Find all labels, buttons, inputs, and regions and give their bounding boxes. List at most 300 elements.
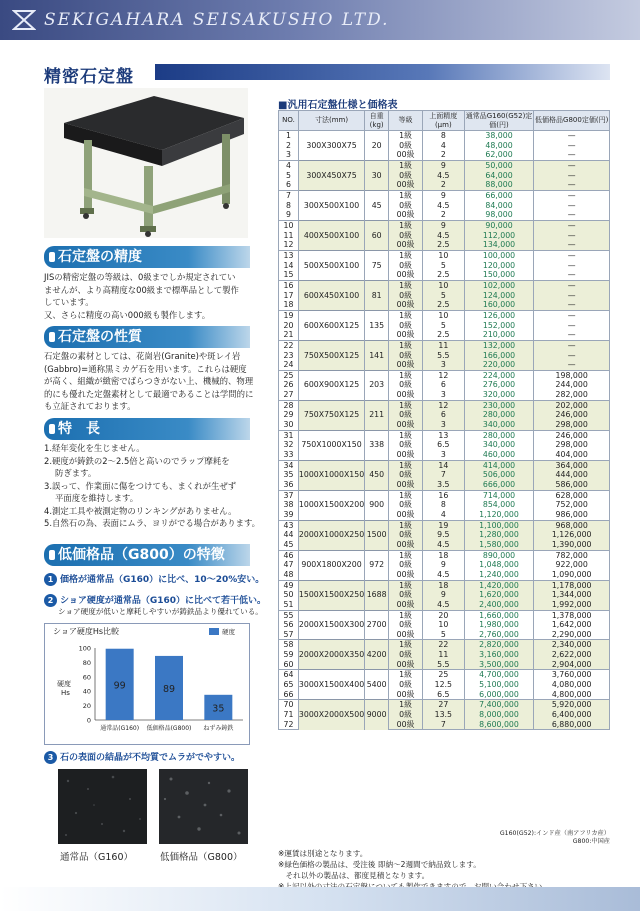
cell-grade: 0級 — [389, 530, 423, 540]
col-header-price-g160: 通常品G160(G52)定価(円) — [465, 112, 533, 129]
cell-accuracy: 4.5 — [422, 600, 464, 610]
table-row-group — [279, 280, 610, 310]
x-tick-label: 通常品(G160) — [100, 725, 140, 732]
legend-label: 硬度 — [222, 628, 235, 636]
header-bar — [0, 0, 640, 40]
cell-accuracy: 14 — [422, 460, 464, 470]
cell-no: 71 — [279, 710, 299, 720]
cell-price-g800: — — [534, 250, 610, 260]
granite-texture-g800 — [159, 769, 248, 844]
cell-weight: 2700 — [365, 610, 389, 640]
cell-price-g800: 922,000 — [534, 560, 610, 570]
cell-accuracy: 9.5 — [422, 530, 464, 540]
cell-grade: 00級 — [389, 690, 423, 700]
origin-note-line: G800:中国産 — [572, 838, 610, 845]
y-tick-label: 100 — [78, 644, 91, 653]
cell-price-g160: 1,980,000 — [464, 620, 534, 630]
cell-price-g160: 2,400,000 — [464, 600, 534, 610]
company-logo-icon — [12, 9, 36, 31]
cell-size: 400X500X100 — [298, 220, 364, 250]
precision-line: JISの精密定盤の等級は、0級までしか規定されてい — [44, 272, 236, 282]
cell-price-g160: 3,160,000 — [464, 650, 534, 660]
y-axis-label: 硬度 — [57, 680, 71, 688]
cell-no: 44 — [279, 530, 299, 540]
cell-grade: 1級 — [389, 550, 423, 560]
cell-price-g800: 202,000 — [534, 400, 610, 410]
cell-price-g800: 6,880,000 — [534, 720, 610, 730]
cell-accuracy: 12 — [422, 370, 464, 380]
cell-price-g800: 3,760,000 — [534, 670, 610, 680]
cell-grade: 1級 — [389, 190, 423, 200]
cell-weight: 81 — [365, 280, 389, 310]
cell-no: 19 — [279, 310, 299, 320]
cell-no: 8 — [279, 200, 299, 210]
cell-accuracy: 5 — [422, 260, 464, 270]
cell-no: 27 — [279, 390, 299, 400]
properties-text — [44, 350, 254, 413]
cell-price-g160: 62,000 — [464, 150, 534, 160]
cell-accuracy: 7 — [422, 720, 464, 730]
cell-grade: 00級 — [389, 510, 423, 520]
cell-price-g800: — — [534, 200, 610, 210]
number-1-icon: 1 — [44, 573, 57, 586]
cell-price-g160: 132,000 — [464, 340, 534, 350]
cell-grade: 00級 — [389, 180, 423, 190]
precision-line: しています。 — [44, 297, 94, 307]
number-2-icon: 2 — [44, 594, 57, 607]
stone-samples — [58, 769, 248, 863]
cell-no: 56 — [279, 620, 299, 630]
cell-grade: 1級 — [389, 430, 423, 440]
cell-price-g800: — — [534, 340, 610, 350]
table-row-group — [279, 220, 610, 250]
bar-value-label: 35 — [212, 703, 225, 715]
cell-price-g800: — — [534, 210, 610, 220]
cell-no: 70 — [279, 700, 299, 710]
cell-accuracy: 10 — [422, 280, 464, 290]
cell-price-g800: 752,000 — [534, 500, 610, 510]
cell-accuracy: 2.5 — [422, 300, 464, 310]
cell-accuracy: 4.5 — [422, 200, 464, 210]
cell-size: 1500X1500X250 — [298, 580, 364, 610]
table-row — [279, 400, 610, 410]
cell-no: 47 — [279, 560, 299, 570]
feature-item: 1.経年変化を生じません。 — [44, 443, 145, 453]
cell-no: 20 — [279, 320, 299, 330]
cell-price-g800: 1,642,000 — [534, 620, 610, 630]
cell-grade: 0級 — [389, 650, 423, 660]
cell-size: 600X600X125 — [298, 310, 364, 340]
cell-price-g160: 64,000 — [464, 170, 534, 180]
cell-accuracy: 2 — [422, 210, 464, 220]
cell-price-g800: 404,000 — [534, 450, 610, 460]
cell-price-g800: — — [534, 270, 610, 280]
cell-price-g800: 968,000 — [534, 520, 610, 530]
cell-weight: 30 — [365, 160, 389, 190]
cell-no: 7 — [279, 190, 299, 200]
cell-price-g800: 1,126,000 — [534, 530, 610, 540]
col-header-no: NO. — [279, 111, 299, 131]
cell-price-g800: 282,000 — [534, 390, 610, 400]
cell-accuracy: 22 — [422, 640, 464, 650]
cell-accuracy: 18 — [422, 550, 464, 560]
feature-item-cont: 防ぎます。 — [55, 468, 97, 478]
cell-price-g800: 986,000 — [534, 510, 610, 520]
origin-note — [448, 830, 610, 846]
cell-accuracy: 4.5 — [422, 570, 464, 580]
cell-accuracy: 5.5 — [422, 350, 464, 360]
table-row — [279, 190, 610, 200]
table-row-group — [279, 580, 610, 610]
cell-weight: 900 — [365, 490, 389, 520]
cell-price-g160: 8,000,000 — [464, 710, 534, 720]
cell-accuracy: 2.5 — [422, 330, 464, 340]
table-row — [279, 280, 610, 290]
section-heading-features: 特 長 — [44, 418, 250, 440]
cell-size: 300X500X100 — [298, 190, 364, 220]
precision-text — [44, 271, 254, 321]
cell-price-g160: 854,000 — [464, 500, 534, 510]
cell-grade: 0級 — [389, 350, 423, 360]
cell-accuracy: 5 — [422, 630, 464, 640]
cell-grade: 0級 — [389, 141, 423, 151]
cell-size: 300X300X75 — [298, 131, 364, 161]
cell-price-g160: 460,000 — [464, 450, 534, 460]
col-header-size: 寸法(mm) — [298, 111, 364, 131]
cell-price-g160: 4,700,000 — [464, 670, 534, 680]
y-tick-label: 20 — [82, 702, 91, 711]
cell-grade: 1級 — [389, 460, 423, 470]
table-row — [279, 610, 610, 620]
cell-no: 12 — [279, 240, 299, 250]
cell-no: 32 — [279, 440, 299, 450]
cell-no: 55 — [279, 610, 299, 620]
cell-accuracy: 9 — [422, 220, 464, 230]
footnote: ※運賃は別途となります。 — [278, 849, 368, 858]
cell-price-g800: 1,090,000 — [534, 570, 610, 580]
cell-accuracy: 11 — [422, 340, 464, 350]
cell-grade: 0級 — [389, 410, 423, 420]
footnote: ※緑色価格の製品は、受注後 即納～2週間で納品致します。 — [278, 860, 481, 869]
cell-accuracy: 4 — [422, 510, 464, 520]
cell-weight: 9000 — [365, 700, 389, 730]
table-row-group — [279, 160, 610, 190]
cell-grade: 1級 — [389, 640, 423, 650]
cell-price-g160: 2,820,000 — [464, 640, 534, 650]
cell-price-g800: — — [534, 230, 610, 240]
cell-price-g160: 124,000 — [464, 290, 534, 300]
cell-price-g800: — — [534, 170, 610, 180]
cell-accuracy: 8 — [422, 131, 464, 141]
cell-accuracy: 4 — [422, 141, 464, 151]
cell-accuracy: 20 — [422, 610, 464, 620]
table-row — [279, 370, 610, 380]
cell-grade: 0級 — [389, 200, 423, 210]
cell-price-g160: 224,000 — [464, 370, 534, 380]
col-header-accuracy: 上面精度(μm) — [422, 111, 464, 131]
y-tick-label: 40 — [82, 687, 91, 696]
cell-price-g160: 414,000 — [464, 460, 534, 470]
cell-weight: 5400 — [365, 670, 389, 700]
cell-price-g800: 2,622,000 — [534, 650, 610, 660]
cell-accuracy: 5 — [422, 320, 464, 330]
cell-no: 16 — [279, 280, 299, 290]
cell-no: 25 — [279, 370, 299, 380]
cell-weight: 211 — [365, 400, 389, 430]
cell-grade: 00級 — [389, 660, 423, 670]
table-row-group — [279, 190, 610, 220]
footnotes — [278, 848, 550, 892]
cell-accuracy: 4.5 — [422, 540, 464, 550]
cell-price-g160: 150,000 — [464, 270, 534, 280]
cell-grade: 1級 — [389, 670, 423, 680]
cell-grade: 1級 — [389, 370, 423, 380]
properties-line: が高く、組織が緻密でばらつきがない上、機械的、物理 — [44, 376, 254, 386]
table-row-group — [279, 670, 610, 700]
cell-price-g800: — — [534, 290, 610, 300]
cell-no: 2 — [279, 141, 299, 151]
table-row — [279, 250, 610, 260]
cell-accuracy: 2.5 — [422, 240, 464, 250]
cell-price-g800: 444,000 — [534, 470, 610, 480]
cell-weight: 4200 — [365, 640, 389, 670]
cell-grade: 00級 — [389, 300, 423, 310]
cell-size: 600X900X125 — [298, 370, 364, 400]
cell-price-g160: 280,000 — [464, 430, 534, 440]
cell-price-g160: 1,620,000 — [464, 590, 534, 600]
precision-line: ませんが、より高精度な00級まで標準品として製作 — [44, 284, 239, 295]
y-tick-label: 60 — [82, 673, 91, 682]
cell-no: 17 — [279, 290, 299, 300]
cell-price-g160: 160,000 — [464, 300, 534, 310]
cell-grade: 00級 — [389, 270, 423, 280]
cell-no: 26 — [279, 380, 299, 390]
cell-accuracy: 9 — [422, 160, 464, 170]
cell-price-g160: 1,280,000 — [464, 530, 534, 540]
footer-bar — [0, 887, 640, 911]
cell-price-g800: — — [534, 190, 610, 200]
cell-no: 37 — [279, 490, 299, 500]
cell-grade: 00級 — [389, 390, 423, 400]
cell-price-g160: 3,500,000 — [464, 660, 534, 670]
table-row-group — [279, 250, 610, 280]
cell-grade: 00級 — [389, 570, 423, 580]
cell-grade: 1級 — [389, 400, 423, 410]
x-tick-label: ねずみ鋳鉄 — [203, 725, 234, 732]
cell-price-g160: 5,100,000 — [464, 680, 534, 690]
cell-no: 66 — [279, 690, 299, 700]
cell-grade: 1級 — [389, 220, 423, 230]
stone-sample-g800 — [159, 769, 248, 844]
feature-item: 5.自然石の為、表面にムラ、ヨリがでる場合があります。 — [44, 518, 261, 528]
cell-price-g800: — — [534, 150, 610, 160]
cell-no: 65 — [279, 680, 299, 690]
table-row-group — [279, 340, 610, 370]
cell-price-g160: 1,100,000 — [464, 520, 534, 530]
table-row — [279, 340, 610, 350]
feature-item: 4.測定工具や被測定物のリンキングがありません。 — [44, 505, 237, 516]
cell-price-g160: 506,000 — [464, 470, 534, 480]
table-row-group — [279, 700, 610, 730]
cell-price-g800: 2,290,000 — [534, 630, 610, 640]
cell-grade: 00級 — [389, 480, 423, 490]
cell-accuracy: 19 — [422, 520, 464, 530]
cell-size: 750X750X125 — [298, 400, 364, 430]
cell-weight: 135 — [365, 310, 389, 340]
cell-price-g160: 134,000 — [464, 240, 534, 250]
cell-price-g800: — — [534, 350, 610, 360]
cell-weight: 20 — [365, 131, 389, 161]
cell-grade: 1級 — [389, 340, 423, 350]
table-row — [279, 700, 610, 710]
table-row-group — [279, 610, 610, 640]
cell-no: 9 — [279, 210, 299, 220]
cell-price-g800: 298,000 — [534, 440, 610, 450]
cell-no: 3 — [279, 150, 299, 160]
col-header-price-g800: 低価格品G800定価(円) — [534, 111, 610, 131]
cell-price-g160: 88,000 — [464, 180, 534, 190]
chart-svg — [45, 624, 251, 746]
cell-price-g800: — — [534, 141, 610, 151]
cell-weight: 45 — [365, 190, 389, 220]
cell-no: 49 — [279, 580, 299, 590]
cell-no: 15 — [279, 270, 299, 280]
cell-price-g160: 112,000 — [464, 230, 534, 240]
cell-price-g800: — — [534, 310, 610, 320]
cell-grade: 0級 — [389, 590, 423, 600]
table-row-group — [279, 400, 610, 430]
cell-no: 30 — [279, 420, 299, 430]
cell-grade: 0級 — [389, 680, 423, 690]
cell-price-g160: 714,000 — [464, 490, 534, 500]
cell-no: 24 — [279, 360, 299, 370]
bar-value-label: 89 — [162, 683, 176, 695]
cell-price-g160: 1,240,000 — [464, 570, 534, 580]
cell-price-g800: 298,000 — [534, 420, 610, 430]
cell-no: 4 — [279, 160, 299, 170]
cell-price-g160: 66,000 — [464, 190, 534, 200]
cell-price-g800: 246,000 — [534, 430, 610, 440]
cell-price-g800: 1,344,000 — [534, 590, 610, 600]
page-title: 精密石定盤 — [44, 67, 134, 87]
cell-accuracy: 3.5 — [422, 480, 464, 490]
cell-price-g800: 1,992,000 — [534, 600, 610, 610]
cell-no: 57 — [279, 630, 299, 640]
cell-price-g160: 276,000 — [464, 380, 534, 390]
table-row — [279, 430, 610, 440]
cell-size: 750X1000X150 — [298, 430, 364, 460]
title-bar-decoration — [155, 64, 610, 80]
cell-price-g800: 628,000 — [534, 490, 610, 500]
cell-grade: 00級 — [389, 720, 423, 730]
cell-price-g160: 98,000 — [464, 210, 534, 220]
cell-no: 33 — [279, 450, 299, 460]
company-name: SEKIGAHARA SEISAKUSHO LTD. — [44, 10, 390, 30]
table-title: ■汎用石定盤仕様と価格表 — [278, 100, 398, 111]
cell-price-g160: 7,400,000 — [464, 700, 534, 710]
cell-size: 3000X1500X400 — [298, 670, 364, 700]
cell-price-g800: — — [534, 131, 610, 141]
cell-grade: 0級 — [389, 380, 423, 390]
cell-grade: 00級 — [389, 330, 423, 340]
cell-accuracy: 3 — [422, 390, 464, 400]
cell-price-g160: 102,000 — [464, 280, 534, 290]
origin-note-line: G160(G52):インド産（南アフリカ産） — [499, 830, 610, 837]
cell-accuracy: 11 — [422, 650, 464, 660]
cell-no: 48 — [279, 570, 299, 580]
cell-grade: 0級 — [389, 170, 423, 180]
cell-price-g800: 364,000 — [534, 460, 610, 470]
cell-no: 72 — [279, 720, 299, 730]
cell-no: 22 — [279, 340, 299, 350]
stone-label-g800: 低価格品（G800） — [160, 852, 243, 863]
y-axis-label-unit: Hs — [61, 689, 70, 697]
cell-accuracy: 3 — [422, 450, 464, 460]
cell-price-g160: 1,660,000 — [464, 610, 534, 620]
cell-size: 1000X1000X150 — [298, 460, 364, 490]
cell-grade: 00級 — [389, 360, 423, 370]
table-row — [279, 550, 610, 560]
cell-grade: 00級 — [389, 600, 423, 610]
cell-no: 23 — [279, 350, 299, 360]
cell-grade: 00級 — [389, 450, 423, 460]
table-row — [279, 310, 610, 320]
table-row-group — [279, 310, 610, 340]
cell-price-g160: 100,000 — [464, 250, 534, 260]
cell-accuracy: 25 — [422, 670, 464, 680]
table-row-group — [279, 430, 610, 460]
granite-texture-g160 — [58, 769, 147, 844]
col-header-weight: 自重(kg) — [365, 111, 389, 131]
cell-price-g160: 890,000 — [464, 550, 534, 560]
cell-price-g800: 782,000 — [534, 550, 610, 560]
cell-grade: 1級 — [389, 490, 423, 500]
cell-grade: 1級 — [389, 580, 423, 590]
table-row — [279, 460, 610, 470]
surface-plate-photo — [44, 88, 248, 238]
cell-grade: 00級 — [389, 210, 423, 220]
cell-accuracy: 2 — [422, 180, 464, 190]
cell-weight: 450 — [365, 460, 389, 490]
cell-accuracy: 9 — [422, 590, 464, 600]
cell-price-g800: — — [534, 260, 610, 270]
cell-price-g160: 1,420,000 — [464, 580, 534, 590]
table-row — [279, 160, 610, 170]
cell-price-g800: — — [534, 180, 610, 190]
cell-price-g800: 2,340,000 — [534, 640, 610, 650]
cell-price-g800: 1,378,000 — [534, 610, 610, 620]
cell-price-g160: 8,600,000 — [464, 720, 534, 730]
cell-price-g160: 1,120,000 — [464, 510, 534, 520]
table-row-group — [279, 520, 610, 550]
feature-item: 2.硬度が鋳鉄の2～2.5倍と高いのでラップ摩耗を — [44, 455, 230, 466]
table-row — [279, 670, 610, 680]
precision-line: 又、さらに精度の高い000級も製作します。 — [44, 309, 211, 320]
cell-price-g160: 220,000 — [464, 360, 534, 370]
cell-price-g800: 4,800,000 — [534, 690, 610, 700]
table-row-group — [279, 131, 610, 161]
table-row-group — [279, 550, 610, 580]
cell-price-g160: 280,000 — [464, 410, 534, 420]
cell-price-g800: — — [534, 300, 610, 310]
cell-price-g160: 120,000 — [464, 260, 534, 270]
cell-weight: 338 — [365, 430, 389, 460]
cell-accuracy: 16 — [422, 490, 464, 500]
table-row — [279, 640, 610, 650]
cell-no: 18 — [279, 300, 299, 310]
cell-accuracy: 18 — [422, 580, 464, 590]
y-tick-label: 80 — [82, 658, 91, 667]
